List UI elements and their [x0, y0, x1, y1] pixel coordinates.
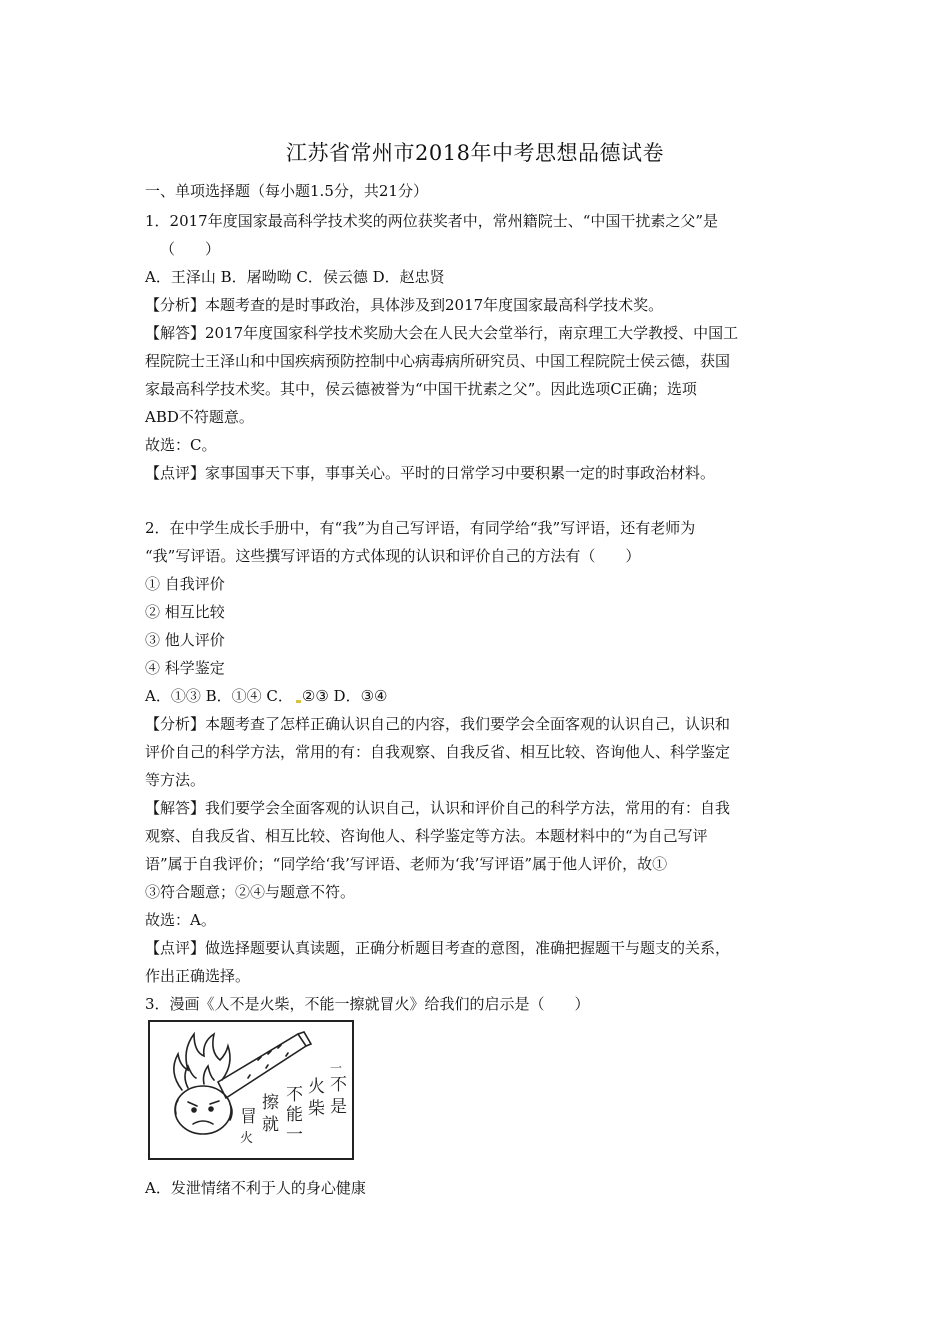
- q1-answer-line-4: ABD不符题意。: [145, 408, 254, 426]
- cartoon-char: 就: [262, 1115, 279, 1135]
- cartoon-char: 一: [286, 1125, 303, 1145]
- page-title: 江苏省常州市2018年中考思想品德试卷: [286, 141, 664, 165]
- q1-stem-line-1: 1．2017年度国家最高科学技术奖的两位获奖者中，常州籍院士、“中国干扰素之父”是: [145, 212, 719, 230]
- cartoon-char: 一: [330, 1061, 343, 1075]
- q2-comment-line-2: 作出正确选择。: [145, 967, 251, 985]
- q1-stem-line-2: （ ）: [160, 240, 221, 258]
- cartoon-char: 火: [308, 1077, 325, 1097]
- q2-item-1: ① 自我评价: [145, 575, 225, 593]
- cartoon-char: 不: [330, 1075, 347, 1095]
- highlight-mark: [296, 700, 301, 703]
- q1-analysis: 【分析】本题考查的是时事政治，具体涉及到2017年度国家最高科学技术奖。: [145, 296, 664, 314]
- q2-comment-line-1: 【点评】做选择题要认真读题，正确分析题目考查的意图，准确把握题干与题支的关系，: [145, 939, 731, 957]
- q2-stem-line-1: 2．在中学生成长手册中，有“我”为自己写评语，有同学给“我”写评语，还有老师为: [145, 519, 696, 537]
- q3-option-a: A．发泄情绪不利于人的身心健康: [145, 1179, 366, 1197]
- cartoon-char: 柴: [308, 1099, 325, 1119]
- q1-answer-line-2: 程院院士王泽山和中国疾病预防控制中心病毒病所研究员、中国工程院院士侯云德，获国: [145, 352, 731, 370]
- q2-analysis-line-2: 评价自己的科学方法，常用的有：自我观察、自我反省、相互比较、咨询他人、科学鉴定: [145, 743, 731, 761]
- q2-item-2: ② 相互比较: [145, 603, 225, 621]
- q2-choice: 故选：A。: [145, 911, 216, 929]
- cartoon-char: 冒: [240, 1107, 257, 1127]
- q1-choice: 故选：C。: [145, 436, 217, 454]
- q2-item-3: ③ 他人评价: [145, 631, 225, 649]
- q1-answer-line-3: 家最高科学技术奖。其中，侯云德被誉为“中国干扰素之父”。因此选项C正确；选项: [145, 380, 697, 398]
- q2-answer-line-4: ③符合题意；②④与题意不符。: [145, 883, 356, 901]
- cartoon-char: 擦: [262, 1093, 279, 1113]
- q1-answer-line-1: 【解答】2017年度国家科学技术奖励大会在人民大会堂举行，南京理工大学教授、中国工: [145, 324, 739, 342]
- cartoon-char: 能: [286, 1105, 303, 1125]
- q1-comment: 【点评】家事国事天下事，事事关心。平时的日常学习中要积累一定的时事政治材料。: [145, 464, 716, 482]
- q2-answer-line-2: 观察、自我反省、相互比较、咨询他人、科学鉴定等方法。本题材料中的“为自己写评: [145, 827, 708, 845]
- q2-options-part-a: A．①③ B．①④ C．: [145, 687, 293, 705]
- q2-item-4: ④ 科学鉴定: [145, 659, 225, 677]
- match-cartoon-image: [148, 1020, 354, 1160]
- q2-answer-line-1: 【解答】我们要学会全面客观的认识自己，认识和评价自己的科学方法，常用的有：自我: [145, 799, 731, 817]
- q3-stem: 3．漫画《人不是火柴，不能一擦就冒火》给我们的启示是（ ）: [145, 995, 590, 1013]
- section-heading: 一、单项选择题（每小题1.5分，共21分）: [145, 182, 428, 200]
- cartoon-char: 火: [240, 1131, 254, 1146]
- q2-analysis-line-1: 【分析】本题考查了怎样正确认识自己的内容，我们要学会全面客观的认识自己，认识和: [145, 715, 731, 733]
- q2-stem-line-2: “我”写评语。这些撰写评语的方式体现的认识和评价自己的方法有（ ）: [145, 547, 641, 565]
- cartoon-char: 不: [286, 1085, 303, 1105]
- q2-options: [145, 686, 825, 706]
- q2-answer-line-3: 语”属于自我评价；“同学给‘我’写评语、老师为‘我’写评语”属于他人评价，故①: [145, 855, 668, 873]
- q2-options-part-b: ②③ D．③④: [301, 687, 388, 705]
- cartoon-char: 是: [330, 1097, 347, 1117]
- q2-analysis-line-3: 等方法。: [145, 771, 206, 789]
- q1-options: A．王泽山 B．屠呦呦 C．侯云德 D．赵忠贤: [145, 268, 445, 286]
